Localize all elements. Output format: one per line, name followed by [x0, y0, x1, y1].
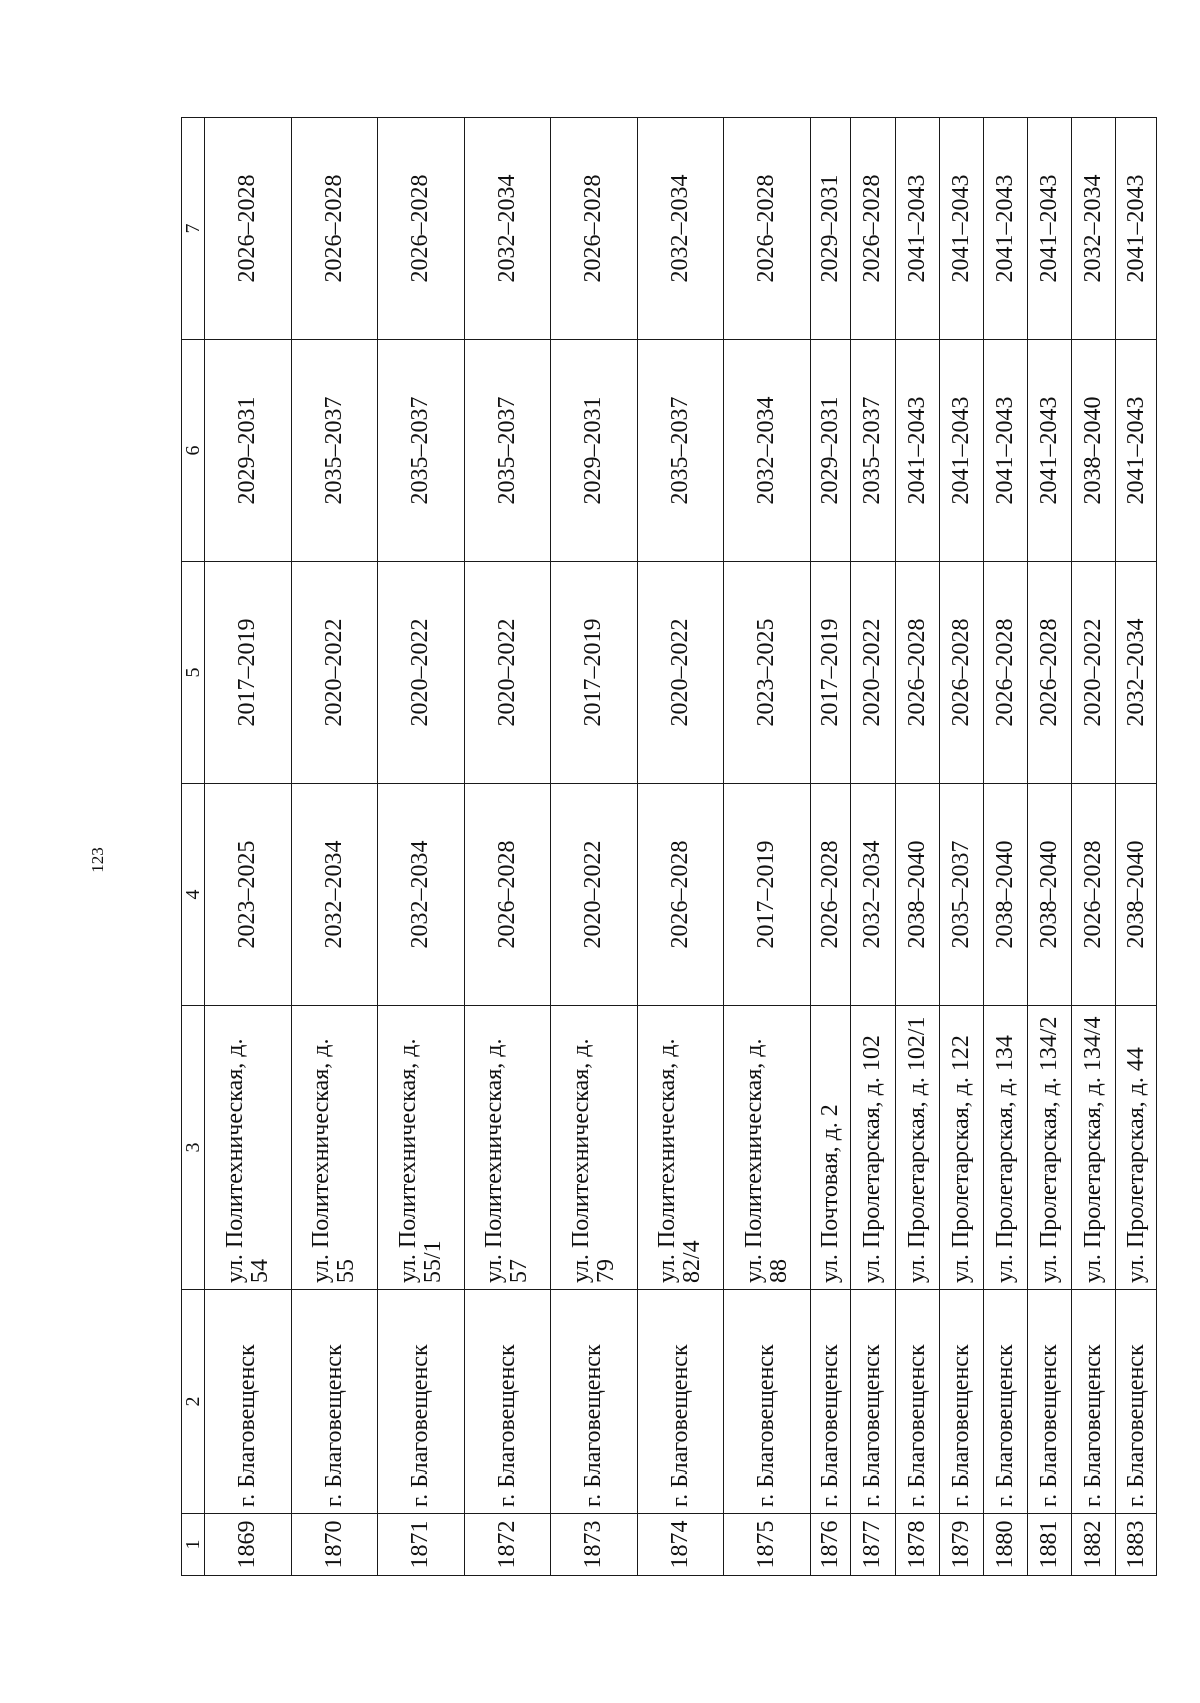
row-number-cell: 1879 [939, 1514, 983, 1576]
city-cell: г. Благовещенск [810, 1290, 851, 1514]
period-col-5-cell: 2020–2022 [637, 562, 724, 784]
city-cell: г. Благовещенск [895, 1290, 939, 1514]
header-col-4: 4 [182, 784, 205, 1006]
period-col-7-cell: 2041–2043 [983, 118, 1027, 340]
city-cell: г. Благовещенск [1027, 1290, 1071, 1514]
period-col-4-cell: 2038–2040 [895, 784, 939, 1006]
period-col-4-cell: 2035–2037 [939, 784, 983, 1006]
period-col-6-cell: 2032–2034 [724, 340, 811, 562]
period-col-7-cell: 2041–2043 [1027, 118, 1071, 340]
row-number-cell: 1878 [895, 1514, 939, 1576]
period-col-4-cell: 2026–2028 [464, 784, 551, 1006]
city-cell: г. Благовещенск [637, 1290, 724, 1514]
period-col-6-cell: 2029–2031 [551, 340, 638, 562]
address-cell: ул. Пролетарская, д. 134/2 [1027, 1006, 1071, 1290]
row-number-cell: 1875 [724, 1514, 811, 1576]
period-col-4-cell: 2026–2028 [1071, 784, 1115, 1006]
address-cell: ул. Политехническая, д. 54 [205, 1006, 292, 1290]
period-col-4-cell: 2032–2034 [378, 784, 465, 1006]
city-cell: г. Благовещенск [291, 1290, 378, 1514]
table-container [181, 118, 1157, 1576]
table-row [983, 118, 1027, 1576]
period-col-6-cell: 2035–2037 [637, 340, 724, 562]
period-col-7-cell: 2041–2043 [895, 118, 939, 340]
period-col-6-cell: 2038–2040 [1071, 340, 1115, 562]
row-number-cell: 1869 [205, 1514, 292, 1576]
city-cell: г. Благовещенск [464, 1290, 551, 1514]
header-col-3: 3 [182, 1006, 205, 1290]
header-row [182, 118, 205, 1576]
period-col-5-cell: 2032–2034 [1116, 562, 1157, 784]
period-col-7-cell: 2026–2028 [291, 118, 378, 340]
period-col-5-cell: 2020–2022 [464, 562, 551, 784]
period-col-6-cell: 2035–2037 [464, 340, 551, 562]
period-col-7-cell: 2026–2028 [378, 118, 465, 340]
address-cell: ул. Политехническая, д. 55 [291, 1006, 378, 1290]
address-cell: ул. Пролетарская, д. 102 [851, 1006, 895, 1290]
period-col-5-cell: 2026–2028 [1027, 562, 1071, 784]
city-cell: г. Благовещенск [851, 1290, 895, 1514]
period-col-5-cell: 2020–2022 [291, 562, 378, 784]
header-col-7: 7 [182, 118, 205, 340]
period-col-6-cell: 2035–2037 [851, 340, 895, 562]
period-col-4-cell: 2038–2040 [1027, 784, 1071, 1006]
table-row [851, 118, 895, 1576]
table-row [1116, 118, 1157, 1576]
address-cell: ул. Пролетарская, д. 134/4 [1071, 1006, 1115, 1290]
table-row [637, 118, 724, 1576]
period-col-6-cell: 2035–2037 [378, 340, 465, 562]
table-row [810, 118, 851, 1576]
row-number-cell: 1870 [291, 1514, 378, 1576]
period-col-5-cell: 2017–2019 [551, 562, 638, 784]
table-row [551, 118, 638, 1576]
row-number-cell: 1873 [551, 1514, 638, 1576]
city-cell: г. Благовещенск [1116, 1290, 1157, 1514]
table-row [291, 118, 378, 1576]
header-col-5: 5 [182, 562, 205, 784]
period-col-4-cell: 2017–2019 [724, 784, 811, 1006]
period-col-7-cell: 2026–2028 [551, 118, 638, 340]
header-col-1: 1 [182, 1514, 205, 1576]
register-table [181, 117, 1157, 1576]
row-number-cell: 1876 [810, 1514, 851, 1576]
row-number-cell: 1880 [983, 1514, 1027, 1576]
table-row [464, 118, 551, 1576]
address-cell: ул. Политехническая, д. 82/4 [637, 1006, 724, 1290]
period-col-5-cell: 2020–2022 [851, 562, 895, 784]
table-row [378, 118, 465, 1576]
city-cell: г. Благовещенск [205, 1290, 292, 1514]
period-col-5-cell: 2017–2019 [205, 562, 292, 784]
period-col-5-cell: 2017–2019 [810, 562, 851, 784]
address-cell: ул. Политехническая, д. 57 [464, 1006, 551, 1290]
address-cell: ул. Политехническая, д. 55/1 [378, 1006, 465, 1290]
address-cell: ул. Пролетарская, д. 102/1 [895, 1006, 939, 1290]
row-number-cell: 1874 [637, 1514, 724, 1576]
period-col-7-cell: 2029–2031 [810, 118, 851, 340]
period-col-6-cell: 2041–2043 [1116, 340, 1157, 562]
period-col-6-cell: 2029–2031 [205, 340, 292, 562]
period-col-4-cell: 2038–2040 [1116, 784, 1157, 1006]
table-body [205, 118, 1157, 1576]
city-cell: г. Благовещенск [724, 1290, 811, 1514]
city-cell: г. Благовещенск [1071, 1290, 1115, 1514]
period-col-4-cell: 2032–2034 [291, 784, 378, 1006]
period-col-5-cell: 2026–2028 [983, 562, 1027, 784]
period-col-7-cell: 2032–2034 [1071, 118, 1115, 340]
table-row [1071, 118, 1115, 1576]
row-number-cell: 1871 [378, 1514, 465, 1576]
row-number-cell: 1877 [851, 1514, 895, 1576]
address-cell: ул. Пролетарская, д. 44 [1116, 1006, 1157, 1290]
period-col-6-cell: 2029–2031 [810, 340, 851, 562]
period-col-6-cell: 2041–2043 [1027, 340, 1071, 562]
period-col-7-cell: 2026–2028 [851, 118, 895, 340]
period-col-4-cell: 2032–2034 [851, 784, 895, 1006]
row-number-cell: 1881 [1027, 1514, 1071, 1576]
city-cell: г. Благовещенск [378, 1290, 465, 1514]
table-row [939, 118, 983, 1576]
period-col-4-cell: 2023–2025 [205, 784, 292, 1006]
page-number: 123 [88, 847, 107, 873]
period-col-5-cell: 2020–2022 [378, 562, 465, 784]
address-cell: ул. Политехническая, д. 79 [551, 1006, 638, 1290]
address-cell: ул. Пролетарская, д. 134 [983, 1006, 1027, 1290]
period-col-7-cell: 2026–2028 [724, 118, 811, 340]
city-cell: г. Благовещенск [939, 1290, 983, 1514]
row-number-cell: 1872 [464, 1514, 551, 1576]
period-col-4-cell: 2038–2040 [983, 784, 1027, 1006]
city-cell: г. Благовещенск [551, 1290, 638, 1514]
period-col-5-cell: 2023–2025 [724, 562, 811, 784]
period-col-4-cell: 2026–2028 [810, 784, 851, 1006]
period-col-7-cell: 2032–2034 [637, 118, 724, 340]
period-col-7-cell: 2026–2028 [205, 118, 292, 340]
table-row [1027, 118, 1071, 1576]
address-cell: ул. Почтовая, д. 2 [810, 1006, 851, 1290]
period-col-5-cell: 2026–2028 [895, 562, 939, 784]
period-col-7-cell: 2041–2043 [939, 118, 983, 340]
period-col-6-cell: 2041–2043 [939, 340, 983, 562]
table-row [205, 118, 292, 1576]
period-col-4-cell: 2020–2022 [551, 784, 638, 1006]
period-col-5-cell: 2026–2028 [939, 562, 983, 784]
period-col-5-cell: 2020–2022 [1071, 562, 1115, 784]
table-row [724, 118, 811, 1576]
row-number-cell: 1883 [1116, 1514, 1157, 1576]
period-col-6-cell: 2041–2043 [895, 340, 939, 562]
period-col-6-cell: 2035–2037 [291, 340, 378, 562]
period-col-7-cell: 2041–2043 [1116, 118, 1157, 340]
city-cell: г. Благовещенск [983, 1290, 1027, 1514]
address-cell: ул. Пролетарская, д. 122 [939, 1006, 983, 1290]
period-col-6-cell: 2041–2043 [983, 340, 1027, 562]
row-number-cell: 1882 [1071, 1514, 1115, 1576]
address-cell: ул. Политехническая, д. 88 [724, 1006, 811, 1290]
period-col-7-cell: 2032–2034 [464, 118, 551, 340]
header-col-2: 2 [182, 1290, 205, 1514]
table-row [895, 118, 939, 1576]
period-col-4-cell: 2026–2028 [637, 784, 724, 1006]
header-col-6: 6 [182, 340, 205, 562]
